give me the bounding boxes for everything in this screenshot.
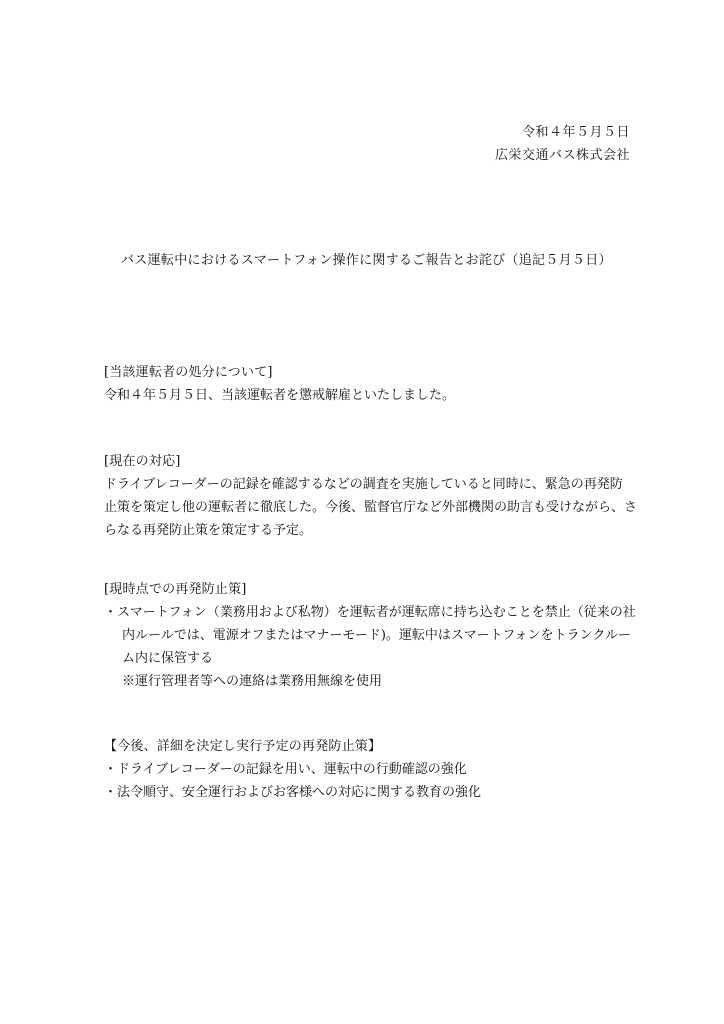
section-text-line: ドライブレコーダーの記録を確認するなどの調査を実施していると同時に、緊急の再発防 <box>104 477 623 492</box>
section-driver-disposition <box>104 361 634 407</box>
section-heading: [現在の対応] <box>104 454 181 469</box>
document-title: バス運転中におけるスマートフォン操作に関するご報告とお詫び（追記５月５日） <box>121 253 612 268</box>
section-text-line: らなる再発防止策を策定する予定。 <box>104 523 313 538</box>
document-header <box>495 121 630 167</box>
section-planned-prevention-measures <box>104 735 634 804</box>
company-name: 広栄交通バス株式会社 <box>494 148 630 163</box>
section-text-line: ム内に保管する <box>122 651 214 666</box>
section-text-line: 止策を策定し他の運転者に徹底した。今後、監督官庁など外部機関の助言も受けながら、さ <box>104 500 638 515</box>
section-text-line: ・法令順守、安全運行およびお客様への対応に関する教育の強化 <box>104 785 482 800</box>
section-text-line: ・ドライブレコーダーの記録を用い、運転中の行動確認の強化 <box>104 762 467 777</box>
section-text-line: ・スマートフォン（業務用および私物）を運転者が運転席に持ち込むことを禁止（従来の社 <box>104 605 636 620</box>
document-date: 令和４年５月５日 <box>521 125 630 140</box>
section-text-line: 内ルールでは、電源オフまたはマナーモード)。運転中はスマートフォンをトランクルー <box>122 628 631 643</box>
section-current-response <box>104 450 638 542</box>
section-current-prevention-measures <box>104 578 634 693</box>
section-note-line: ※運行管理者等への連絡は業務用無線を使用 <box>122 674 383 689</box>
section-heading: 【今後、詳細を決定し実行予定の再発防止策】 <box>104 739 382 754</box>
section-heading: [現時点での再発防止策] <box>104 582 247 597</box>
section-text-line: 令和４年５月５日、当該運転者を懲戒解雇といたしました。 <box>104 388 456 403</box>
section-heading: [当該運転者の処分について] <box>104 365 273 380</box>
